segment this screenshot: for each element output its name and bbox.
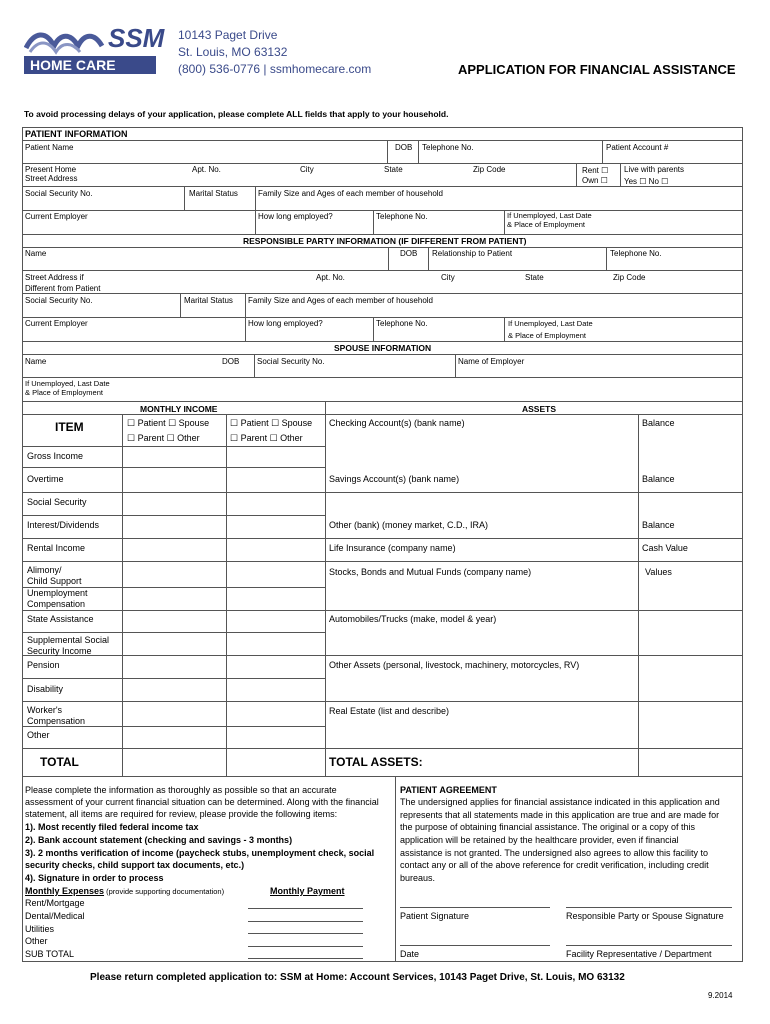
assets-heading: ASSETS — [522, 404, 557, 414]
live-with-parents-label: Live with parents — [624, 165, 685, 174]
expense-other: Other — [25, 936, 48, 946]
income-ssi-1: Supplemental Social — [27, 635, 110, 645]
patient-account-field[interactable]: Patient Account # — [606, 143, 669, 152]
logo-ssm-text: SSM — [108, 23, 165, 53]
income-gross: Gross Income — [27, 451, 84, 461]
spouse-dob-field[interactable]: DOB — [222, 357, 240, 366]
expense-rent-input[interactable] — [248, 908, 363, 909]
asset-other-assets: Other Assets (personal, livestock, machinery, motorcycles, RV) — [329, 660, 580, 670]
instructions-item-3b: security checks, child support tax documents, etc.) — [25, 860, 245, 870]
asset-savings-balance: Balance — [642, 474, 675, 484]
asset-life-insurance: Life Insurance (company name) — [329, 543, 456, 553]
income-social-security: Social Security — [27, 497, 87, 507]
monthly-expenses-heading — [25, 886, 224, 897]
instructions-item-1: 1). Most recently filed federal income tax — [25, 822, 199, 832]
agreement-line-6: contact any or all of the above reference for credit verification, including credit — [400, 860, 709, 870]
income-disability: Disability — [27, 684, 64, 694]
income-rental: Rental Income — [27, 543, 86, 553]
income-workers-comp-1: Worker's — [27, 705, 63, 715]
responsible-family-field[interactable]: Family Size and Ages of each member of household — [248, 296, 433, 305]
income-overtime: Overtime — [27, 474, 64, 484]
income-col1-option-row1[interactable]: ☐ Patient ☐ Spouse — [127, 418, 210, 428]
responsible-dob-field[interactable]: DOB — [400, 249, 418, 258]
spouse-unemployed-line2: & Place of Employment — [25, 388, 103, 397]
spouse-employer-field[interactable]: Name of Employer — [458, 357, 525, 366]
patient-unemployed-line1[interactable]: If Unemployed, Last Date — [507, 211, 592, 220]
spouse-name-field[interactable]: Name — [25, 357, 47, 366]
income-unemployment-1: Unemployment — [27, 588, 88, 598]
intro-text: To avoid processing delays of your application, please complete ALL fields that apply to your household. — [24, 109, 449, 119]
income-workers-comp-2: Compensation — [27, 716, 86, 726]
asset-real-estate: Real Estate (list and describe) — [329, 706, 450, 716]
expense-dental-input[interactable] — [248, 921, 363, 922]
expense-other-input[interactable] — [248, 946, 363, 947]
return-instructions: Please return completed application to: SSM at Home: Account Services, 10143 Paget Drive, St. Louis, MO 63132 — [90, 972, 625, 983]
contact-line: (800) 536-0776 | ssmhomecare.com — [178, 62, 372, 76]
street-address-label: Street Address — [25, 174, 78, 183]
present-home-label[interactable]: Present Home — [25, 165, 77, 174]
patient-signature-label: Patient Signature — [400, 911, 470, 921]
responsible-ssn-field[interactable]: Social Security No. — [25, 296, 93, 305]
asset-checking-balance: Balance — [642, 418, 675, 428]
expense-utilities: Utilities — [25, 924, 55, 934]
spouse-ssn-field[interactable]: Social Security No. — [257, 357, 325, 366]
patient-family-field[interactable]: Family Size and Ages of each member of household — [258, 189, 443, 198]
income-col1-option-row2[interactable]: ☐ Parent ☐ Other — [127, 433, 200, 443]
asset-checking: Checking Account(s) (bank name) — [329, 418, 465, 428]
income-ssi-2: Security Income — [27, 646, 92, 656]
own-label: Own — [582, 176, 599, 185]
asset-stocks: Stocks, Bonds and Mutual Funds (company name) — [329, 567, 532, 577]
responsible-heading: RESPONSIBLE PARTY INFORMATION (IF DIFFERENT FROM PATIENT) — [243, 236, 527, 246]
instructions-line-3: statement, all items are required for review, please provide the following items: — [25, 809, 338, 819]
responsible-name-field[interactable]: Name — [25, 249, 47, 258]
patient-emp-phone-field[interactable]: Telephone No. — [376, 212, 428, 221]
rent-label: Rent — [582, 166, 599, 175]
monthly-expenses-label: Monthly Expenses — [25, 886, 105, 896]
patient-city-field[interactable]: City — [300, 165, 314, 174]
item-heading: ITEM — [55, 420, 84, 434]
form-version: 9.2014 — [708, 991, 733, 1000]
spouse-heading: SPOUSE INFORMATION — [334, 343, 432, 353]
instructions-line-1: Please complete the information as thoroughly as possible so that an accurate — [25, 785, 337, 795]
expense-rent: Rent/Mortgage — [25, 898, 85, 908]
patient-signature-line[interactable] — [400, 907, 550, 908]
responsible-relationship-field[interactable]: Relationship to Patient — [432, 249, 513, 258]
rent-checkbox[interactable]: Rent ☐ — [582, 166, 609, 175]
facility-rep-line[interactable] — [566, 945, 732, 946]
ssm-logo — [24, 23, 165, 76]
agreement-line-5: assistance is not granted. The undersigned also agrees to allow this facility to — [400, 848, 709, 858]
monthly-income-heading: MONTHLY INCOME — [140, 404, 218, 414]
income-interest: Interest/Dividends — [27, 520, 100, 530]
asset-stocks-values: Values — [645, 567, 672, 577]
responsible-apt-field[interactable]: Apt. No. — [316, 273, 345, 282]
income-unemployment-2: Compensation — [27, 599, 86, 609]
income-pension: Pension — [27, 660, 60, 670]
patient-name-field[interactable]: Patient Name — [25, 143, 74, 152]
income-alimony-2: Child Support — [27, 576, 82, 586]
income-alimony-1: Alimony/ — [27, 565, 62, 575]
agreement-line-3: the purpose of obtaining financial assistance. The original or a copy of this — [400, 822, 696, 832]
income-col2-option-row2[interactable]: ☐ Parent ☐ Other — [230, 433, 303, 443]
form-frame — [22, 127, 743, 777]
expense-subtotal: SUB TOTAL — [25, 949, 75, 959]
date-label: Date — [400, 949, 420, 959]
total-assets-label: TOTAL ASSETS: — [329, 755, 423, 769]
patient-info-heading: PATIENT INFORMATION — [25, 129, 128, 139]
asset-life-insurance-value: Cash Value — [642, 543, 688, 553]
date-line[interactable] — [400, 945, 550, 946]
patient-ssn-field[interactable]: Social Security No. — [25, 189, 93, 198]
instructions-item-3: 3). 2 months verification of income (paycheck stubs, unemployment check, social — [25, 848, 375, 858]
responsible-signature-line[interactable] — [566, 907, 732, 908]
patient-how-long-field[interactable]: How long employed? — [258, 212, 333, 221]
patient-apt-field[interactable]: Apt. No. — [192, 165, 221, 174]
address-line-2: St. Louis, MO 63132 — [178, 45, 288, 59]
responsible-unemployed-line1[interactable]: If Unemployed, Last Date — [508, 319, 593, 328]
income-state-assistance: State Assistance — [27, 614, 94, 624]
patient-dob-field[interactable]: DOB — [395, 143, 413, 152]
instructions-item-2: 2). Bank account statement (checking and savings - 3 months) — [25, 835, 293, 845]
responsible-zip-field[interactable]: Zip Code — [613, 273, 646, 282]
expense-dental: Dental/Medical — [25, 911, 85, 921]
monthly-expenses-note: (provide supporting documentation) — [104, 887, 225, 896]
address-line-1: 10143 Paget Drive — [178, 28, 278, 42]
income-other: Other — [27, 730, 50, 740]
patient-unemployed-line2: & Place of Employment — [507, 220, 585, 229]
responsible-city-field[interactable]: City — [441, 273, 455, 282]
patient-marital-field[interactable]: Marital Status — [189, 189, 238, 198]
asset-automobiles: Automobiles/Trucks (make, model & year) — [329, 614, 497, 624]
agreement-line-2: represents that all statements made in this application are true and are made for — [400, 810, 720, 820]
patient-telephone-field[interactable]: Telephone No. — [422, 143, 474, 152]
total-label: TOTAL — [40, 755, 79, 769]
responsible-street-line2: Different from Patient — [25, 284, 101, 293]
responsible-state-field[interactable]: State — [525, 273, 544, 282]
facility-rep-label: Facility Representative / Department — [566, 949, 712, 959]
logo-homecare-text: HOME CARE — [30, 57, 116, 73]
spouse-unemployed-line1[interactable]: If Unemployed, Last Date — [25, 379, 110, 388]
asset-other-bank: Other (bank) (money market, C.D., IRA) — [329, 520, 489, 530]
monthly-payment-heading: Monthly Payment — [270, 886, 345, 896]
own-checkbox[interactable]: Own ☐ — [582, 176, 608, 185]
responsible-telephone-field[interactable]: Telephone No. — [610, 249, 662, 258]
asset-savings: Savings Account(s) (bank name) — [329, 474, 460, 484]
responsible-marital-field[interactable]: Marital Status — [184, 296, 233, 305]
responsible-how-long-field[interactable]: How long employed? — [248, 319, 323, 328]
agreement-line-4: application will be retained by the healthcare provider, even if financial — [400, 835, 679, 845]
patient-state-field[interactable]: State — [384, 165, 403, 174]
expense-subtotal-input[interactable] — [248, 958, 363, 959]
expense-utilities-input[interactable] — [248, 933, 363, 934]
patient-employer-field[interactable]: Current Employer — [25, 212, 88, 221]
responsible-emp-phone-field[interactable]: Telephone No. — [376, 319, 428, 328]
agreement-line-7: bureaus. — [400, 873, 436, 883]
page-title: APPLICATION FOR FINANCIAL ASSISTANCE — [458, 62, 736, 77]
instructions-item-4: 4). Signature in order to process — [25, 873, 164, 883]
income-col2-option-row1[interactable]: ☐ Patient ☐ Spouse — [230, 418, 313, 428]
live-with-parents-checkboxes[interactable]: Yes ☐ No ☐ — [624, 177, 669, 186]
instructions-line-2: assessment of your current financial situation can be determined. Along with the financial — [25, 797, 379, 807]
agreement-heading: PATIENT AGREEMENT — [400, 785, 497, 795]
responsible-street-line1[interactable]: Street Address if — [25, 273, 84, 282]
agreement-line-1: The undersigned applies for financial assistance indicated in this application and — [400, 797, 720, 807]
asset-other-bank-balance: Balance — [642, 520, 675, 530]
responsible-employer-field[interactable]: Current Employer — [25, 319, 88, 328]
patient-zip-field[interactable]: Zip Code — [473, 165, 506, 174]
responsible-signature-label: Responsible Party or Spouse Signature — [566, 911, 724, 921]
responsible-unemployed-line2: & Place of Employment — [508, 331, 586, 340]
